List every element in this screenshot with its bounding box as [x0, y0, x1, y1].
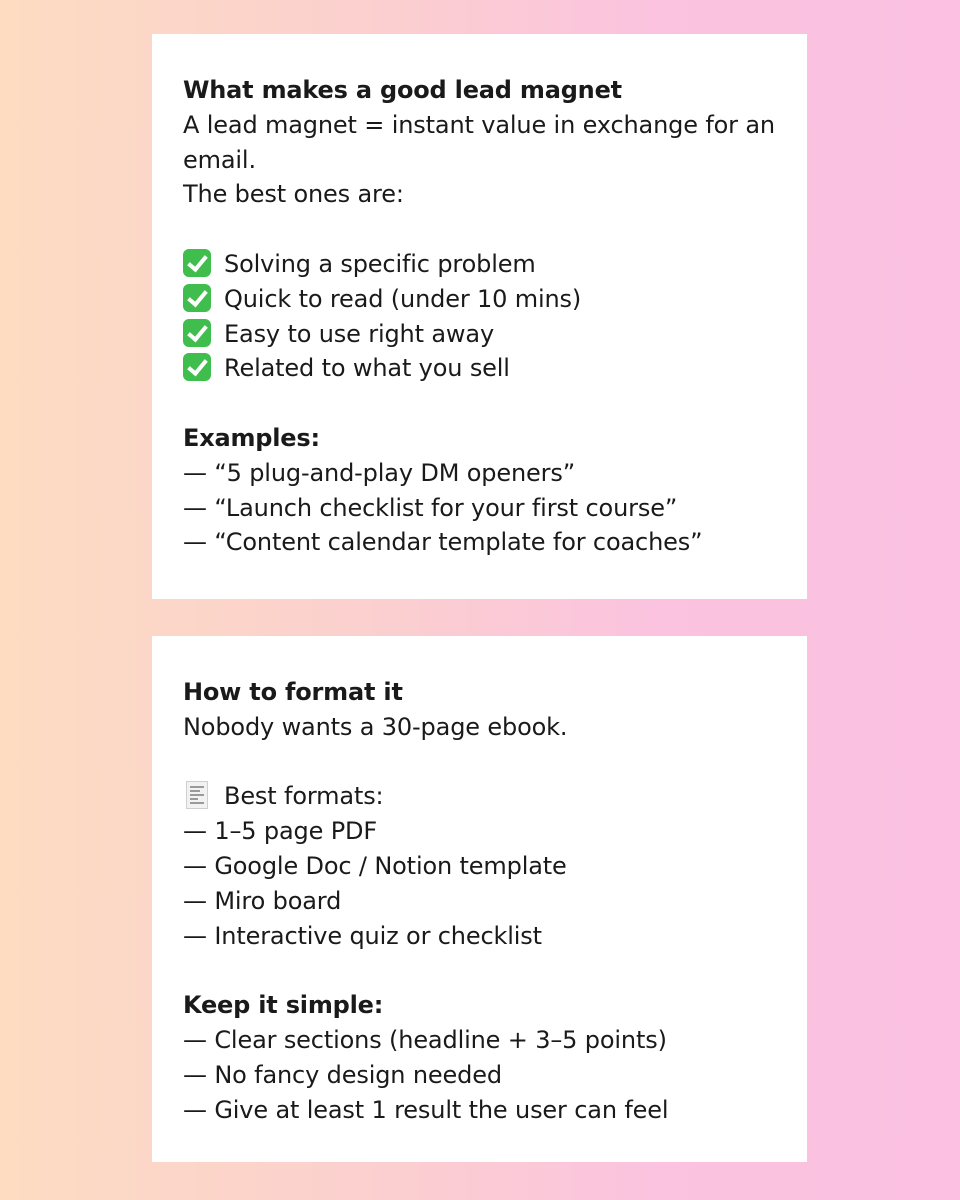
example-item: — “5 plug-and-play DM openers” [183, 458, 576, 487]
format-item: — 1–5 page PDF [183, 817, 378, 846]
example-item: — “Launch checklist for your first course” [183, 493, 678, 522]
lead-magnet-card [152, 34, 807, 599]
example-item: — “Content calendar template for coaches” [183, 528, 703, 557]
checklist-item-label: Related to what you sell [224, 354, 510, 383]
spacer [183, 386, 787, 421]
checklist-item-label: Solving a specific problem [224, 249, 536, 278]
body-text-line: Nobody wants a 30-page ebook. [183, 712, 568, 741]
spacer [183, 212, 787, 247]
format-card [152, 636, 807, 1162]
keep-simple-heading: Keep it simple: [183, 991, 384, 1020]
format-item: — Google Doc / Notion template [183, 851, 567, 880]
body-text-line: email. [183, 145, 256, 174]
examples-heading: Examples: [183, 423, 320, 452]
body-text-line: The best ones are: [183, 180, 404, 209]
spacer [183, 953, 787, 988]
check-mark-button-icon [183, 353, 211, 381]
check-mark-button-icon [183, 249, 211, 277]
receipt-icon [186, 781, 208, 809]
simple-tip-item: — Give at least 1 result the user can feel [183, 1095, 669, 1124]
spacer [183, 745, 787, 780]
body-text-line: A lead magnet = instant value in exchange for an [183, 110, 775, 139]
card-heading: How to format it [183, 678, 403, 706]
checklist-item [183, 351, 787, 386]
card-heading: What makes a good lead magnet [183, 76, 622, 104]
check-mark-button-icon [183, 284, 211, 312]
checklist-item [183, 282, 787, 317]
format-item: — Miro board [183, 886, 342, 915]
formats-label-line [183, 779, 787, 814]
formats-label: Best formats: [224, 782, 384, 811]
simple-tip-item: — Clear sections (headline + 3–5 points) [183, 1025, 667, 1054]
checklist-item [183, 317, 787, 352]
format-item: — Interactive quiz or checklist [183, 921, 542, 950]
checklist-item-label: Quick to read (under 10 mins) [224, 284, 582, 313]
check-mark-button-icon [183, 319, 211, 347]
checklist-item [183, 247, 787, 282]
simple-tip-item: — No fancy design needed [183, 1060, 502, 1089]
checklist-item-label: Easy to use right away [224, 319, 495, 348]
